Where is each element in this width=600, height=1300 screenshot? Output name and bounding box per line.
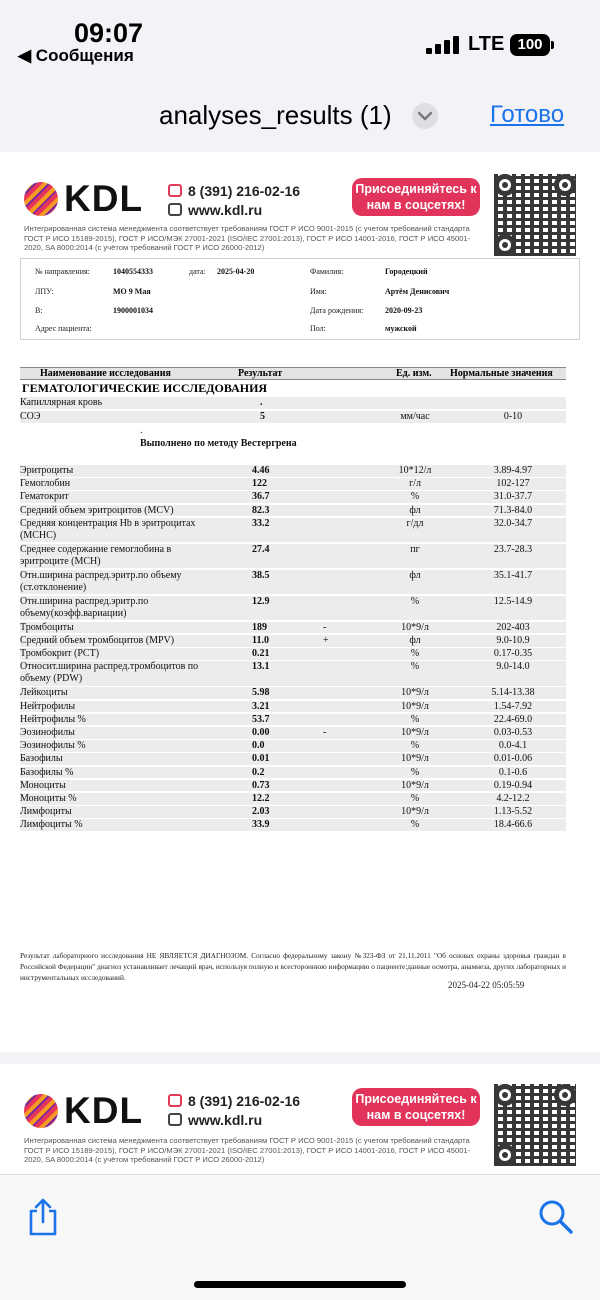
table-row (20, 753, 566, 765)
patient-info-box: № направления: 1040554333 дата: 2025-04-20 Фамилия: Городецкий ЛПУ: МО 9 Мая Имя: Артём Денисович В: 1900001034 Дата рождения: 2020-09-23 Адрес пациента: Пол: мужской (20, 258, 580, 340)
document-title: analyses_results (1) (159, 100, 392, 130)
test-unit: 10*9/л (401, 727, 429, 738)
certification-text: Интегрированная система менеджмента соответствует требованиям ГОСТ Р ИСО 9001-2015 (с учетом требований стандарта ГОСТ Р ИСО 15189-2015), ГОСТ Р ИСО/МЭК 27001-2021 (ISO/IEC 27001:2013), ГОСТ Р ИСО 14001-2016, ГОСТ Р ИСО 45001-2020, SA 8000:2014 (с учётом требований ГОСТ Р ИСО 26000-2012) (24, 1136, 471, 1164)
patient-firstname: Артём Денисович (385, 287, 450, 296)
disclaimer: Результат лабораторного исследования НЕ ЯВЛЯЕТСЯ ДИАГНОЗОМ. Согласно федеральному закону №323-ФЗ от 21.11.2011 "Об основах охраны здоровья граждан в Российской Федерации" диагноз устанавливает лечащий врач, используя полную и всестороннюю информацию о пациенте:данные осмотра, анамнеза, других лабораторных и инструментальных исследований. (20, 951, 566, 982)
table-row (20, 491, 566, 503)
test-unit: % (410, 595, 420, 607)
test-unit: 10*9/л (401, 700, 429, 712)
test-value: 36.7 (252, 491, 270, 503)
test-value: 27.4 (252, 543, 270, 555)
test-name: Лимфоциты % (20, 819, 83, 831)
table-row (20, 727, 566, 739)
test-reference: 0.1-0.6 (498, 766, 528, 778)
test-name: Средняя концентрация Hb в эритроцитах (MCHC) (20, 517, 196, 541)
phone-icon (168, 1094, 182, 1107)
test-value: 12.2 (252, 793, 270, 804)
test-reference: 5.14-13.38 (491, 687, 535, 699)
monitor-icon (168, 1113, 182, 1126)
test-value: 53.7 (252, 713, 270, 725)
test-name: Эозинофилы (20, 727, 75, 738)
test-name: Гемоглобин (20, 478, 71, 490)
test-value: 11.0 (252, 635, 269, 646)
chevron-down-icon (418, 111, 432, 121)
results-table-header: Наименование исследования Результат Ед. изм. Нормальные значения (20, 367, 566, 380)
test-reference: 35.1-41.7 (493, 569, 533, 581)
test-unit: % (410, 740, 420, 752)
birth-date: 2020-09-23 (385, 306, 423, 315)
test-reference: 18.4-66.6 (493, 819, 533, 831)
test-name: Нейтрофилы (20, 700, 76, 712)
status-time: 09:07 (74, 18, 144, 48)
table-row (20, 596, 566, 621)
test-unit: 10*9/л (401, 687, 429, 699)
test-unit: пг (410, 543, 420, 555)
test-name: Отн.ширина распред.эритр.по объему (ст.отклонение) (20, 569, 182, 593)
share-button[interactable] (26, 1197, 60, 1242)
referral-number: 1040554333 (113, 267, 153, 276)
test-unit: % (410, 766, 420, 778)
qr-code (494, 174, 576, 256)
test-value: 33.9 (252, 819, 270, 831)
test-reference: 102-127 (496, 478, 530, 490)
test-name: Базофилы % (20, 766, 74, 778)
table-row (20, 806, 566, 818)
test-reference: 9.0-10.9 (496, 635, 530, 646)
table-row (20, 687, 566, 699)
test-value: 5.98 (252, 687, 270, 699)
table-row (20, 570, 566, 595)
table-row (20, 622, 566, 634)
test-value: 189 (252, 621, 267, 633)
test-reference: 32.0-34.7 (493, 517, 533, 529)
test-flag: + (323, 635, 329, 646)
test-unit: 10*9/л (401, 753, 429, 765)
test-reference: 12.5-14.9 (493, 595, 533, 607)
share-icon (26, 1197, 60, 1237)
table-row (20, 505, 566, 517)
test-flag: - (323, 621, 327, 633)
kdl-logo-mark (24, 182, 58, 216)
test-name: Базофилы (20, 753, 63, 765)
test-unit: 10*12/л (398, 465, 432, 476)
table-row (20, 740, 566, 752)
title-menu-button[interactable] (412, 103, 438, 129)
test-unit: фл (409, 504, 421, 516)
test-value: 0.21 (252, 648, 270, 660)
certification-text: Интегрированная система менеджмента соответствует требованиям ГОСТ Р ИСО 9001-2015 (с учетом требований стандарта ГОСТ Р ИСО 15189-2015), ГОСТ Р ИСО/МЭК 27001-2021 (ISO/IEC 27001:2013), ГОСТ Р ИСО 14001-2016, ГОСТ Р ИСО 45001-2020, SA 8000:2014 (с учётом требований ГОСТ Р ИСО 26000-2012) (24, 224, 471, 252)
test-reference: 22.4-69.0 (493, 713, 533, 725)
test-name: Эозинофилы % (20, 740, 86, 752)
phone-number: 8 (391) 216-02-16 (188, 183, 301, 199)
test-unit: % (410, 491, 420, 503)
home-indicator (194, 1281, 406, 1288)
website: www.kdl.ru (188, 202, 263, 218)
test-value: 2.03 (252, 806, 270, 818)
nav-bar (0, 78, 600, 150)
test-reference: 1.54-7.92 (493, 700, 533, 712)
test-name: Лейкоциты (20, 687, 68, 699)
table-row (20, 701, 566, 713)
table-row (20, 661, 566, 686)
table-row (20, 518, 566, 543)
kdl-logo: KDL (24, 1092, 154, 1132)
test-unit: 10*9/л (401, 779, 429, 791)
test-name: Эритроциты (20, 465, 74, 476)
test-name: Средний объем тромбоцитов (MPV) (20, 635, 175, 646)
contact-block (168, 182, 300, 220)
test-reference: 0.19-0.94 (493, 779, 533, 791)
section-title: ГЕМАТОЛОГИЧЕСКИЕ ИССЛЕДОВАНИЯ (22, 381, 268, 395)
test-name: Относит.ширина распред.тромбоцитов по объему (PDW) (20, 661, 199, 685)
test-value: 82.3 (252, 504, 270, 516)
social-banner: Присоединяйтесь к нам в соцсетях! (352, 1088, 480, 1126)
table-row (20, 465, 566, 477)
monitor-icon (168, 203, 182, 216)
bottom-toolbar (0, 1174, 600, 1300)
test-name: Моноциты % (20, 793, 77, 804)
test-unit: % (410, 819, 420, 831)
battery-icon: 100 (510, 34, 550, 56)
patient-sex: мужской (385, 324, 417, 333)
kdl-logo: KDL (24, 180, 154, 220)
test-unit: фл (409, 569, 421, 581)
test-name: Нейтрофилы % (20, 713, 86, 725)
table-row (20, 793, 566, 805)
test-reference: 0.03-0.53 (493, 727, 533, 738)
method-note: Выполнено по методу Вестергрена (140, 438, 297, 449)
battery-tip (551, 41, 554, 49)
test-reference: 23.7-28.3 (493, 543, 533, 555)
test-value: 0.2 (252, 766, 265, 778)
test-unit: г/дл (406, 517, 424, 529)
search-button[interactable] (538, 1199, 574, 1240)
search-icon (538, 1199, 574, 1235)
done-button[interactable]: Готово (490, 101, 565, 128)
table-row (20, 635, 566, 647)
test-name: Тромбокрит (PCT) (20, 648, 100, 660)
test-value: 122 (252, 478, 267, 490)
table-row (20, 544, 566, 569)
table-row (20, 714, 566, 726)
test-reference: 0.0-4.1 (498, 740, 528, 752)
test-name: Гематокрит (20, 491, 69, 503)
test-reference: 9.0-14.0 (496, 661, 530, 673)
kdl-logo-mark (24, 1094, 58, 1128)
test-value: 33.2 (252, 517, 270, 529)
test-name: Среднее содержание гемоглобина в эритроците (MCH) (20, 543, 172, 567)
table-row (20, 648, 566, 660)
test-reference: 0.17-0.35 (493, 648, 533, 660)
network-type: LTE (468, 33, 505, 55)
table-row (20, 767, 566, 779)
signal-icon (426, 36, 460, 54)
test-name: Лимфоциты (20, 806, 72, 818)
test-reference: 202-403 (496, 621, 530, 633)
test-value: 0.0 (252, 740, 265, 752)
test-value: 13.1 (252, 661, 270, 673)
table-row (20, 819, 566, 831)
v-value: 1900001034 (113, 306, 153, 315)
report-timestamp: 2025-04-22 05:05:59 (448, 980, 525, 990)
contact-block: 8 (391) 216-02-16 www.kdl.ru (168, 1092, 300, 1130)
test-reference: 1.13-5.52 (493, 806, 533, 818)
test-name: Средний объем эритроцитов (MCV) (20, 504, 174, 516)
test-name: Моноциты (20, 779, 66, 791)
test-unit: % (410, 648, 420, 660)
test-name: Отн.ширина распред.эритр.по объему(коэфф.вариации) (20, 595, 149, 619)
document-page[interactable] (0, 152, 600, 1052)
test-reference: 71.3-84.0 (493, 504, 533, 516)
referral-date: 2025-04-20 (217, 267, 255, 276)
table-row: . (140, 425, 143, 436)
table-row (20, 780, 566, 792)
test-value: 0.00 (252, 727, 270, 738)
test-unit: % (410, 793, 420, 804)
test-name: Тромбоциты (20, 621, 74, 633)
test-unit: 10*9/л (401, 806, 429, 818)
patient-lastname: Городецкий (385, 267, 428, 276)
social-banner: Присоединяйтесь к нам в соцсетях! (352, 178, 480, 216)
test-reference: 0.01-0.06 (493, 753, 533, 765)
qr-code (494, 1084, 576, 1166)
test-value: 38.5 (252, 569, 270, 581)
test-unit: фл (409, 635, 421, 646)
test-unit: % (410, 713, 420, 725)
test-value: 3.21 (252, 700, 270, 712)
document-page-2[interactable] (0, 1064, 600, 1174)
test-value: 4.46 (252, 465, 270, 476)
test-reference: 4.2-12.2 (496, 793, 530, 804)
test-unit: % (410, 661, 420, 673)
test-flag: - (323, 727, 327, 738)
back-to-messages-link[interactable]: ◀ Сообщения (18, 46, 134, 65)
table-row: Капиллярная кровь . (20, 397, 566, 409)
test-value: 0.73 (252, 779, 270, 791)
test-reference: 3.89-4.97 (493, 465, 533, 476)
lpu-value: МО 9 Мая (113, 287, 151, 296)
test-unit: 10*9/л (401, 621, 429, 633)
table-row: СОЭ 5 мм/час 0-10 (20, 411, 566, 423)
test-reference: 31.0-37.7 (493, 491, 533, 503)
test-unit: г/л (409, 478, 421, 490)
table-row (20, 478, 566, 490)
status-bar (0, 0, 600, 78)
test-value: 12.9 (252, 595, 270, 607)
test-value: 0.01 (252, 753, 270, 765)
phone-icon (168, 184, 182, 197)
